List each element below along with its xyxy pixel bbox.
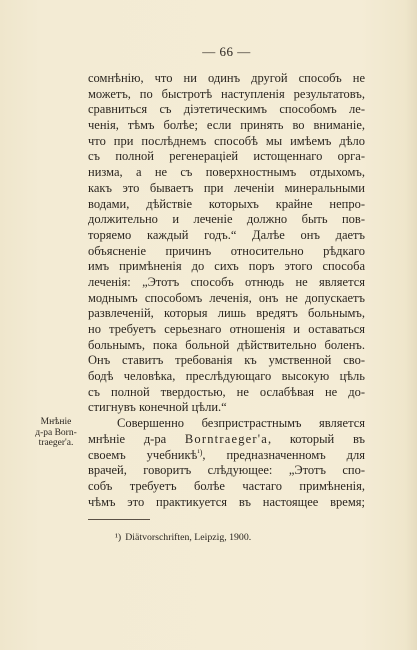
text-line: леченія: „Этотъ способъ отнюдь не является	[88, 274, 365, 289]
text-line: съ полной регенераціей истощеннаго орга-	[88, 149, 365, 164]
text-line: можетъ, по быстротѣ наступленія результатовъ,	[88, 86, 365, 101]
margin-note-line: traeger'a.	[38, 438, 74, 449]
footnote-rule	[88, 519, 150, 520]
footnote-reference: ¹)	[197, 447, 203, 457]
text-line: врачей, говоритъ слѣдующее: „Этотъ спо-	[88, 463, 365, 478]
margin-note-line: Мнѣніе	[40, 417, 72, 427]
text-line: чѣмъ это практикуется въ настоящее время;	[88, 494, 365, 509]
text-segment: своемъ учебникѣ	[88, 447, 198, 462]
text-segment: мнѣніе д-ра	[88, 431, 185, 446]
text-line: имъ примѣненія до сихъ поръ этого способа	[88, 259, 365, 274]
page-number: — 66 —	[202, 44, 251, 59]
text-line: низма, а не съ поверхностнымъ отдыхомъ,	[88, 165, 365, 180]
text-line: объясненіе причинъ относительно рѣдкаго	[88, 243, 365, 258]
text-line: бодѣ человѣка, преслѣдующаго высокую цѣль	[88, 369, 365, 384]
paragraph	[88, 416, 365, 510]
text-line: стигнувъ конечной цѣли.“	[88, 400, 227, 415]
text-line: сомнѣнію, что ни одинъ другой способъ не	[88, 71, 365, 85]
text-line: должительно и леченіе должно быть пов-	[88, 212, 365, 227]
text-line	[88, 432, 365, 448]
text-line: какъ это бываетъ при леченіи минеральными	[88, 180, 365, 195]
text-line: съ полной твердостью, не ослабѣвая не до-	[88, 384, 365, 399]
text-line: Онъ ставитъ требованія къ умственной сво-	[88, 353, 365, 368]
text-segment: , который въ	[267, 431, 365, 446]
paragraph	[88, 71, 365, 416]
footnote-text: Diätvorschriften, Leipzig, 1900.	[125, 532, 252, 543]
spaced-author-name: Borntraeger'a	[184, 431, 268, 446]
text-line: развлеченій, которыя лишь вредятъ больнымъ,	[88, 306, 365, 321]
footnote	[115, 532, 365, 544]
text-line: но требуетъ серьезнаго отношенія и оставаться	[88, 322, 365, 336]
margin-note-line: д-ра Born-	[35, 427, 77, 438]
text-line: торяемо каждый годъ.“ Далѣе онъ даетъ	[88, 227, 365, 242]
text-line: собъ требуетъ болѣе частаго примѣненія,	[88, 478, 365, 493]
text-line: что при послѣднемъ способѣ мы имѣемъ дѣло	[88, 133, 365, 148]
footnote-marker: ¹)	[115, 532, 122, 543]
text-line: Совершенно безпристрастнымъ является	[117, 416, 365, 431]
text-line: сравниться съ діэтетическимъ способомъ ле-	[88, 102, 365, 117]
text-line	[88, 448, 365, 464]
text-line: моднымъ способомъ леченія, онъ не допускаетъ	[88, 290, 365, 305]
text-line: ченія, тѣмъ болѣе; если принять во вниманіе,	[88, 118, 365, 133]
text-line: водами, дѣйствіе которыхъ крайне непро-	[88, 196, 365, 211]
text-line: больнымъ, пока больной дѣйствительно боленъ.	[88, 337, 365, 352]
margin-note	[28, 417, 84, 449]
text-segment: , предназначенномъ для	[202, 447, 365, 462]
body-text	[88, 71, 365, 510]
